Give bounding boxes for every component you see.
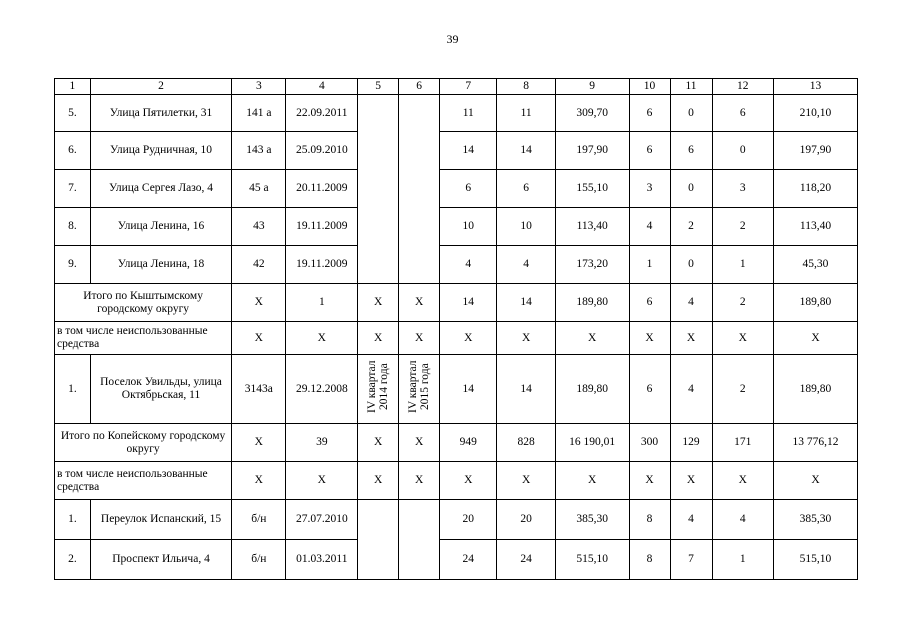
table-cell: 2 (712, 355, 773, 424)
table-cell: Х (440, 462, 497, 500)
table-cell: Х (358, 424, 399, 462)
table-cell: 6 (712, 95, 773, 132)
table-cell: Х (232, 424, 286, 462)
table-cell: Х (286, 462, 358, 500)
table-cell: Х (286, 322, 358, 355)
table-cell: 129 (670, 424, 712, 462)
table-cell: 4 (712, 500, 773, 540)
table-cell: 6 (670, 132, 712, 170)
table-cell: 6 (629, 284, 670, 322)
table-row (55, 355, 858, 424)
table-cell: Х (232, 462, 286, 500)
table-cell: 189,80 (555, 355, 629, 424)
row-number: 1. (55, 500, 91, 540)
header-cell: 12 (712, 79, 773, 95)
header-cell: 6 (399, 79, 440, 95)
vertical-text: IV квартал 2015 года (407, 360, 432, 414)
table-row (55, 540, 858, 580)
table-cell: Х (497, 322, 555, 355)
table-cell: 1 (286, 284, 358, 322)
header-cell: 7 (440, 79, 497, 95)
table-cell: Х (399, 284, 440, 322)
address-cell: Улица Сергея Лазо, 4 (90, 170, 231, 208)
table-cell: 113,40 (773, 208, 857, 246)
table-cell: б/н (232, 500, 286, 540)
table-cell: Х (358, 322, 399, 355)
table-row (55, 132, 858, 170)
table-cell: 173,20 (555, 246, 629, 284)
table-cell: 14 (497, 284, 555, 322)
table-cell: 197,90 (555, 132, 629, 170)
table-cell: 14 (440, 132, 497, 170)
table-cell: Х (555, 462, 629, 500)
merged-cell (358, 500, 399, 580)
table-cell: 141 а (232, 95, 286, 132)
table-cell: б/н (232, 540, 286, 580)
table-cell: Х (712, 462, 773, 500)
page-number: 39 (446, 32, 459, 46)
table-cell: 19.11.2009 (286, 208, 358, 246)
table-cell: 11 (497, 95, 555, 132)
table-cell: 16 190,01 (555, 424, 629, 462)
table-cell: 300 (629, 424, 670, 462)
unused-funds-label: в том числе неиспользованные средства (55, 462, 232, 500)
merged-cell (399, 500, 440, 580)
table-cell: 1 (712, 246, 773, 284)
quarter-cell (358, 355, 399, 424)
address-cell: Улица Ленина, 16 (90, 208, 231, 246)
row-number: 7. (55, 170, 91, 208)
table-row (55, 284, 858, 322)
table-cell: 42 (232, 246, 286, 284)
header-cell: 1 (55, 79, 91, 95)
table-cell: 1 (629, 246, 670, 284)
table-cell: 4 (497, 246, 555, 284)
table-cell: 189,80 (773, 355, 857, 424)
address-cell: Переулок Испанский, 15 (90, 500, 231, 540)
unused-funds-label: в том числе неиспользованные средства (55, 322, 232, 355)
table-cell: 19.11.2009 (286, 246, 358, 284)
table-cell: 1 (712, 540, 773, 580)
table-cell: 210,10 (773, 95, 857, 132)
header-cell: 10 (629, 79, 670, 95)
table-cell: Х (399, 322, 440, 355)
table-cell: 385,30 (773, 500, 857, 540)
table-cell: 6 (629, 355, 670, 424)
table-cell: 7 (670, 540, 712, 580)
table-cell: Х (440, 322, 497, 355)
table-row (55, 208, 858, 246)
row-number: 2. (55, 540, 91, 580)
table-cell: 6 (629, 95, 670, 132)
table-cell: 24 (497, 540, 555, 580)
merged-cell (358, 95, 399, 284)
table-cell: Х (399, 424, 440, 462)
table-cell: Х (358, 462, 399, 500)
table-row (55, 500, 858, 540)
table-cell: 39 (286, 424, 358, 462)
table-cell: Х (629, 462, 670, 500)
header-cell: 4 (286, 79, 358, 95)
table-cell: 2 (712, 208, 773, 246)
table-cell: 6 (440, 170, 497, 208)
table-cell: 4 (629, 208, 670, 246)
table-row (55, 246, 858, 284)
table-row (55, 95, 858, 132)
table-cell: 4 (670, 284, 712, 322)
table-cell: 189,80 (555, 284, 629, 322)
table-cell: Х (555, 322, 629, 355)
table-cell: 01.03.2011 (286, 540, 358, 580)
table-cell: 25.09.2010 (286, 132, 358, 170)
table-cell: 14 (497, 355, 555, 424)
table-cell: 113,40 (555, 208, 629, 246)
header-cell: 3 (232, 79, 286, 95)
table-cell: 143 а (232, 132, 286, 170)
table-cell: 4 (670, 500, 712, 540)
table-cell: Х (358, 284, 399, 322)
table-cell: 43 (232, 208, 286, 246)
table-cell: Х (773, 322, 857, 355)
table-cell: 45 а (232, 170, 286, 208)
header-row (55, 79, 858, 95)
housing-table (54, 78, 858, 580)
table-cell: 14 (440, 355, 497, 424)
table-cell: Х (399, 462, 440, 500)
table-cell: 2 (712, 284, 773, 322)
table-cell: 11 (440, 95, 497, 132)
row-number: 1. (55, 355, 91, 424)
table-cell: 515,10 (773, 540, 857, 580)
table-cell: Х (712, 322, 773, 355)
table-cell: 3143а (232, 355, 286, 424)
row-number: 9. (55, 246, 91, 284)
address-cell: Улица Рудничная, 10 (90, 132, 231, 170)
address-cell: Улица Ленина, 18 (90, 246, 231, 284)
table-cell: 0 (712, 132, 773, 170)
table-cell: Х (670, 322, 712, 355)
row-number: 8. (55, 208, 91, 246)
table-cell: 10 (440, 208, 497, 246)
table-cell: 309,70 (555, 95, 629, 132)
vertical-text: IV квартал 2014 года (366, 360, 391, 414)
table-cell: 24 (440, 540, 497, 580)
total-label: Итого по Копейскому городскому округу (55, 424, 232, 462)
table-cell: Х (670, 462, 712, 500)
address-cell: Улица Пятилетки, 31 (90, 95, 231, 132)
table-cell: 949 (440, 424, 497, 462)
table-cell: 3 (712, 170, 773, 208)
table-cell: 45,30 (773, 246, 857, 284)
header-cell: 2 (90, 79, 231, 95)
table-cell: Х (497, 462, 555, 500)
row-number: 5. (55, 95, 91, 132)
table-cell: 6 (497, 170, 555, 208)
table-cell: 22.09.2011 (286, 95, 358, 132)
table-row (55, 322, 858, 355)
header-cell: 13 (773, 79, 857, 95)
header-cell: 5 (358, 79, 399, 95)
table-cell: 155,10 (555, 170, 629, 208)
table-cell: 385,30 (555, 500, 629, 540)
table-cell: 14 (440, 284, 497, 322)
table-cell: 6 (629, 132, 670, 170)
table-cell: 20 (440, 500, 497, 540)
table-cell: 14 (497, 132, 555, 170)
table-cell: 13 776,12 (773, 424, 857, 462)
table-cell: 29.12.2008 (286, 355, 358, 424)
table-cell: 20 (497, 500, 555, 540)
table-cell: 0 (670, 246, 712, 284)
table-cell: 118,20 (773, 170, 857, 208)
table-cell: Х (773, 462, 857, 500)
header-cell: 8 (497, 79, 555, 95)
table-cell: 8 (629, 540, 670, 580)
table-cell: 171 (712, 424, 773, 462)
total-label: Итого по Кыштымскому городскому округу (55, 284, 232, 322)
table-cell: 4 (670, 355, 712, 424)
header-cell: 9 (555, 79, 629, 95)
address-cell: Поселок Увильды, улица Октябрьская, 11 (90, 355, 231, 424)
address-cell: Проспект Ильича, 4 (90, 540, 231, 580)
table-cell: 0 (670, 170, 712, 208)
table-cell: Х (232, 284, 286, 322)
table-row (55, 170, 858, 208)
table-cell: 20.11.2009 (286, 170, 358, 208)
table-cell: Х (629, 322, 670, 355)
table-cell: 828 (497, 424, 555, 462)
table-row (55, 462, 858, 500)
header-cell: 11 (670, 79, 712, 95)
table-row (55, 424, 858, 462)
table-cell: 8 (629, 500, 670, 540)
table-cell: 4 (440, 246, 497, 284)
table-cell: 0 (670, 95, 712, 132)
merged-cell (399, 95, 440, 284)
table-cell: 197,90 (773, 132, 857, 170)
table-cell: 27.07.2010 (286, 500, 358, 540)
table-cell: Х (232, 322, 286, 355)
table-cell: 10 (497, 208, 555, 246)
row-number: 6. (55, 132, 91, 170)
table-cell: 515,10 (555, 540, 629, 580)
table-cell: 2 (670, 208, 712, 246)
table-cell: 189,80 (773, 284, 857, 322)
table-cell: 3 (629, 170, 670, 208)
quarter-cell (399, 355, 440, 424)
